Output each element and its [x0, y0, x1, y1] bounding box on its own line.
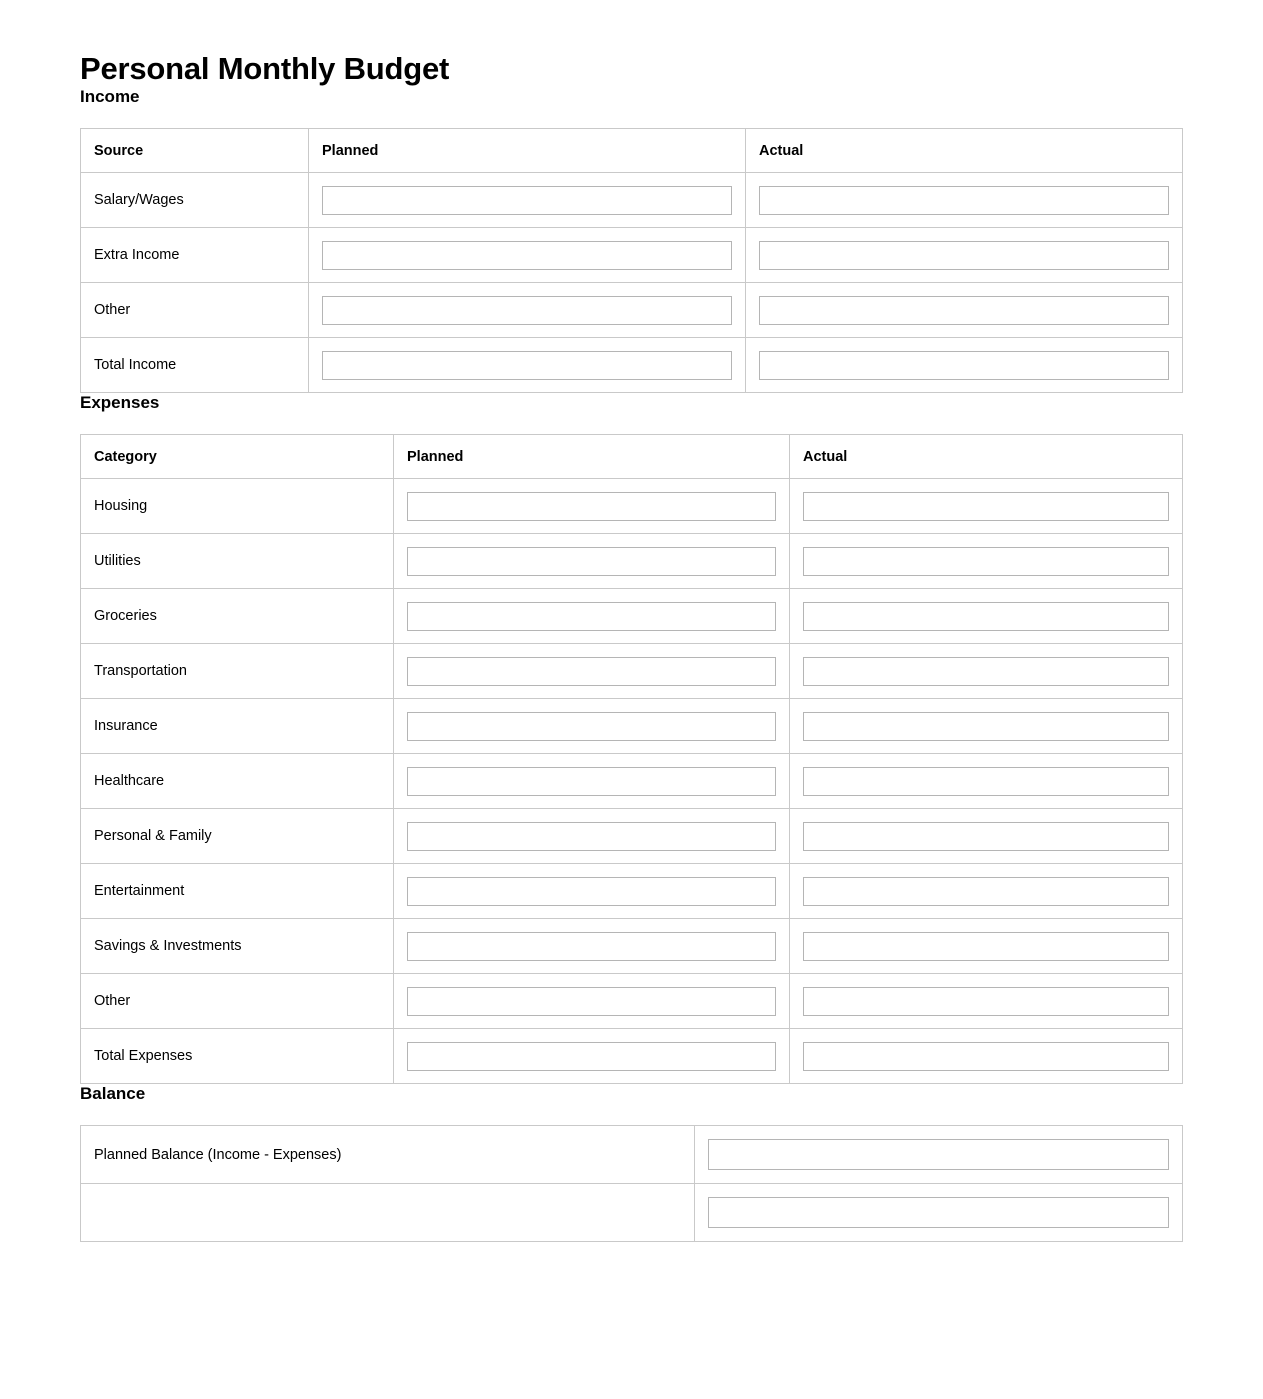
balance-input-actual-balance[interactable] — [708, 1197, 1169, 1228]
expense-actual-input-groceries[interactable] — [803, 602, 1169, 631]
expense-actual-cell — [790, 919, 1183, 974]
expense-planned-input-entertainment[interactable] — [407, 877, 776, 906]
income-planned-cell — [309, 283, 746, 338]
expense-planned-input-groceries[interactable] — [407, 602, 776, 631]
income-actual-cell — [746, 228, 1183, 283]
expense-row-label: Savings & Investments — [81, 919, 394, 974]
table-row — [81, 534, 1183, 589]
expense-planned-input-total-expenses[interactable] — [407, 1042, 776, 1071]
income-actual-cell — [746, 338, 1183, 393]
table-row — [81, 338, 1183, 393]
income-section-heading: Income — [80, 87, 140, 107]
balance-section-heading: Balance — [80, 1084, 146, 1104]
expense-row-label: Total Expenses — [81, 1029, 394, 1084]
expense-planned-cell — [394, 809, 790, 864]
table-row — [81, 809, 1183, 864]
expense-row-label: Personal & Family — [81, 809, 394, 864]
table-row — [81, 1029, 1183, 1084]
expense-actual-cell — [790, 754, 1183, 809]
expense-planned-cell — [394, 919, 790, 974]
expense-actual-input-transportation[interactable] — [803, 657, 1169, 686]
expense-planned-cell — [394, 699, 790, 754]
expense-planned-cell — [394, 754, 790, 809]
income-planned-cell — [309, 338, 746, 393]
income-actual-input-other[interactable] — [759, 296, 1169, 325]
income-planned-cell — [309, 173, 746, 228]
income-table-header-row — [81, 129, 1183, 173]
expense-actual-cell — [790, 534, 1183, 589]
expenses-table — [80, 434, 1183, 1084]
balance-table — [80, 1125, 1183, 1242]
expense-actual-cell — [790, 974, 1183, 1029]
expense-row-label: Housing — [81, 479, 394, 534]
income-planned-input-other[interactable] — [322, 296, 732, 325]
income-actual-cell — [746, 283, 1183, 338]
income-actual-input-total-income[interactable] — [759, 351, 1169, 380]
expense-actual-input-other[interactable] — [803, 987, 1169, 1016]
expense-actual-cell — [790, 699, 1183, 754]
balance-row-label: Planned Balance (Income - Expenses) — [81, 1126, 695, 1184]
income-row-label: Extra Income — [81, 228, 309, 283]
income-header-planned: Planned — [309, 129, 746, 173]
income-row-label: Other — [81, 283, 309, 338]
expense-planned-cell — [394, 974, 790, 1029]
expense-row-label: Insurance — [81, 699, 394, 754]
income-header-actual: Actual — [746, 129, 1183, 173]
expense-actual-input-utilities[interactable] — [803, 547, 1169, 576]
table-row — [81, 1184, 1183, 1242]
expense-planned-input-personal-family[interactable] — [407, 822, 776, 851]
expense-planned-input-savings-investments[interactable] — [407, 932, 776, 961]
income-header-source: Source — [81, 129, 309, 173]
expense-actual-input-healthcare[interactable] — [803, 767, 1169, 796]
expense-planned-cell — [394, 479, 790, 534]
table-row — [81, 919, 1183, 974]
expense-planned-cell — [394, 589, 790, 644]
expense-planned-cell — [394, 864, 790, 919]
expenses-header-category: Category — [81, 435, 394, 479]
table-row — [81, 283, 1183, 338]
expense-planned-cell — [394, 534, 790, 589]
expenses-header-planned: Planned — [394, 435, 790, 479]
expense-planned-cell — [394, 644, 790, 699]
expense-row-label: Entertainment — [81, 864, 394, 919]
table-row — [81, 754, 1183, 809]
table-row — [81, 864, 1183, 919]
expense-row-label: Other — [81, 974, 394, 1029]
table-row — [81, 644, 1183, 699]
expense-row-label: Groceries — [81, 589, 394, 644]
expense-planned-input-utilities[interactable] — [407, 547, 776, 576]
income-planned-input-salary-wages[interactable] — [322, 186, 732, 215]
expense-actual-input-total-expenses[interactable] — [803, 1042, 1169, 1071]
expenses-section-heading: Expenses — [80, 393, 160, 413]
page-title: Personal Monthly Budget — [80, 51, 450, 86]
income-actual-input-salary-wages[interactable] — [759, 186, 1169, 215]
table-row — [81, 974, 1183, 1029]
balance-row-label — [81, 1184, 695, 1242]
balance-value-cell — [695, 1184, 1183, 1242]
table-row — [81, 479, 1183, 534]
expense-actual-cell — [790, 864, 1183, 919]
expense-row-label: Healthcare — [81, 754, 394, 809]
expense-actual-cell — [790, 644, 1183, 699]
expense-actual-cell — [790, 589, 1183, 644]
income-actual-input-extra-income[interactable] — [759, 241, 1169, 270]
income-row-label: Salary/Wages — [81, 173, 309, 228]
expense-planned-input-healthcare[interactable] — [407, 767, 776, 796]
expense-row-label: Utilities — [81, 534, 394, 589]
expense-planned-input-insurance[interactable] — [407, 712, 776, 741]
table-row — [81, 1126, 1183, 1184]
expense-planned-cell — [394, 1029, 790, 1084]
expenses-table-header-row — [81, 435, 1183, 479]
expense-actual-input-housing[interactable] — [803, 492, 1169, 521]
expense-planned-input-housing[interactable] — [407, 492, 776, 521]
income-actual-cell — [746, 173, 1183, 228]
income-table — [80, 128, 1183, 393]
table-row — [81, 589, 1183, 644]
income-planned-cell — [309, 228, 746, 283]
table-row — [81, 228, 1183, 283]
expense-planned-input-transportation[interactable] — [407, 657, 776, 686]
balance-input-planned-balance[interactable] — [708, 1139, 1169, 1170]
expense-row-label: Transportation — [81, 644, 394, 699]
income-row-label: Total Income — [81, 338, 309, 393]
expense-planned-input-other[interactable] — [407, 987, 776, 1016]
expense-actual-input-personal-family[interactable] — [803, 822, 1169, 851]
expenses-header-actual: Actual — [790, 435, 1183, 479]
expense-actual-cell — [790, 1029, 1183, 1084]
expense-actual-cell — [790, 479, 1183, 534]
income-planned-input-total-income[interactable] — [322, 351, 732, 380]
expense-actual-input-savings-investments[interactable] — [803, 932, 1169, 961]
table-row — [81, 173, 1183, 228]
income-planned-input-extra-income[interactable] — [322, 241, 732, 270]
balance-value-cell — [695, 1126, 1183, 1184]
expense-actual-cell — [790, 809, 1183, 864]
expense-actual-input-insurance[interactable] — [803, 712, 1169, 741]
expense-actual-input-entertainment[interactable] — [803, 877, 1169, 906]
table-row — [81, 699, 1183, 754]
